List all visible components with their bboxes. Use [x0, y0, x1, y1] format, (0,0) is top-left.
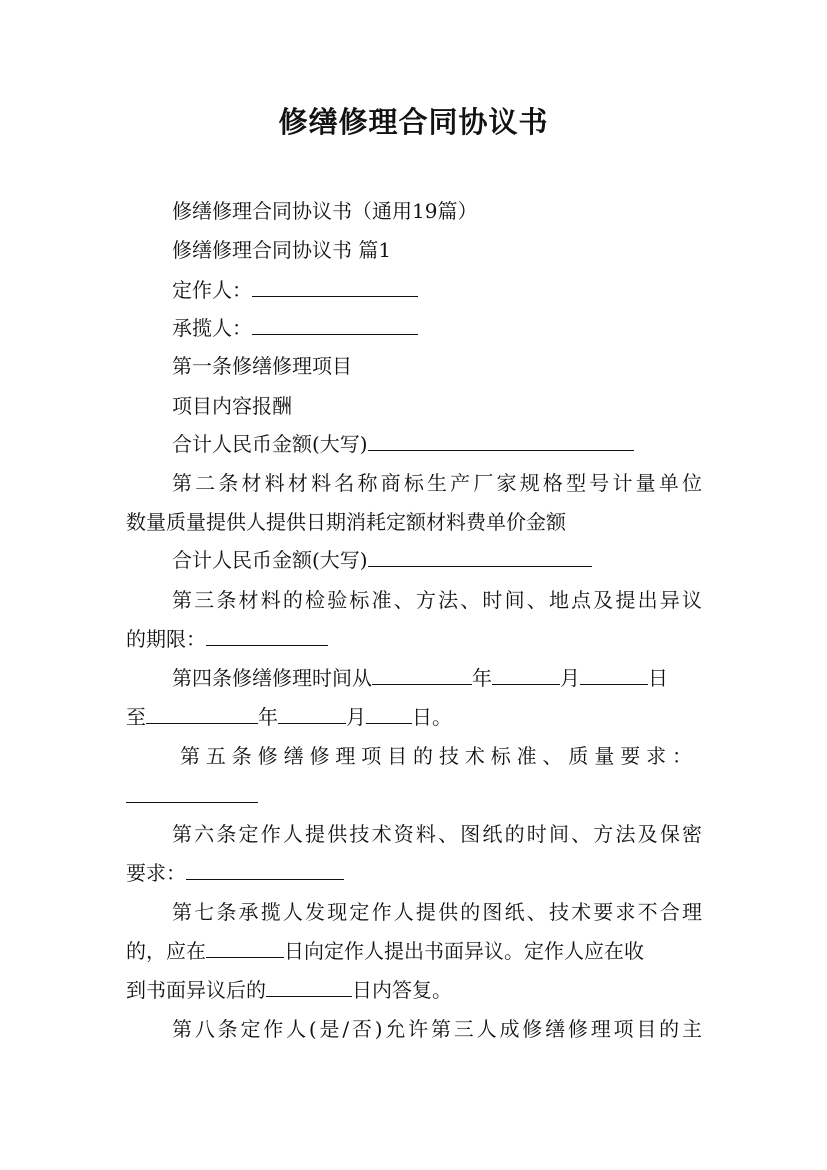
deadline-blank [206, 627, 328, 646]
party-a-blank [252, 278, 418, 297]
article-7-text: 日向定作人提出书面异议。定作人应在收 [284, 939, 644, 963]
article-6-line-2 [126, 861, 344, 885]
month-blank [492, 666, 560, 685]
month-label: 月 [346, 705, 366, 729]
day-blank [580, 666, 648, 685]
total-amount-label: 合计人民币金额(大写) [172, 432, 368, 456]
article-5-blank-line [126, 784, 258, 808]
article-7-line-1: 第七条承揽人发现定作人提供的图纸、技术要求不合理 [172, 900, 702, 924]
article-5: 第五条修缮修理项目的技术标准、质量要求： [180, 744, 692, 768]
quality-blank [126, 784, 258, 803]
article-4-label: 第四条修缮修理时间从 [172, 666, 372, 690]
confidential-blank [186, 861, 344, 880]
article-4-line-1 [172, 666, 668, 690]
to-label: 至 [126, 705, 146, 729]
year-blank [372, 666, 472, 685]
article-7-text: 日内答复。 [352, 978, 452, 1002]
doc-subtitle: 修缮修理合同协议书（通用19篇） [172, 199, 478, 223]
year-blank [146, 705, 258, 724]
party-b-blank [252, 316, 418, 335]
objection-days-blank [206, 939, 284, 958]
article-3-label: 的期限： [126, 627, 206, 651]
total-amount-line-1 [172, 432, 634, 456]
article-7-line-2 [126, 939, 644, 963]
article-2-line-2: 数量质量提供人提供日期消耗定额材料费单价金额 [126, 510, 566, 534]
month-label: 月 [560, 666, 580, 690]
party-b-line [172, 316, 418, 340]
party-a-line [172, 278, 418, 302]
year-label: 年 [258, 705, 278, 729]
article-3-line-2 [126, 627, 328, 651]
total-amount-line-2 [172, 548, 592, 572]
article-6-label: 要求： [126, 861, 186, 885]
party-b-label: 承揽人： [172, 316, 252, 340]
article-7-line-3 [126, 978, 452, 1002]
article-3-line-1: 第三条材料的检验标准、方法、时间、地点及提出异议 [172, 588, 702, 612]
total-amount-label: 合计人民币金额(大写) [172, 548, 368, 572]
total-amount-blank [368, 548, 592, 567]
party-a-label: 定作人： [172, 278, 252, 302]
reply-days-blank [266, 978, 352, 997]
section-heading: 修缮修理合同协议书 篇1 [172, 238, 392, 262]
total-amount-blank [368, 432, 634, 451]
page-title: 修缮修理合同协议书 [278, 105, 549, 139]
year-label: 年 [472, 666, 492, 690]
day-label: 日。 [412, 705, 452, 729]
article-1: 第一条修缮修理项目 [172, 354, 352, 378]
day-blank [366, 705, 412, 724]
article-7-text: 的，应在 [126, 939, 206, 963]
month-blank [278, 705, 346, 724]
article-7-text: 到书面异议后的 [126, 978, 266, 1002]
article-8-line-1: 第八条定作人(是/否)允许第三人成修缮修理项目的主 [172, 1017, 702, 1041]
article-2-line-1: 第二条材料材料名称商标生产厂家规格型号计量单位 [172, 471, 702, 495]
day-label: 日 [648, 666, 668, 690]
article-4-line-2 [126, 705, 452, 729]
article-1-columns: 项目内容报酬 [172, 394, 292, 418]
article-6-line-1: 第六条定作人提供技术资料、图纸的时间、方法及保密 [172, 822, 702, 846]
